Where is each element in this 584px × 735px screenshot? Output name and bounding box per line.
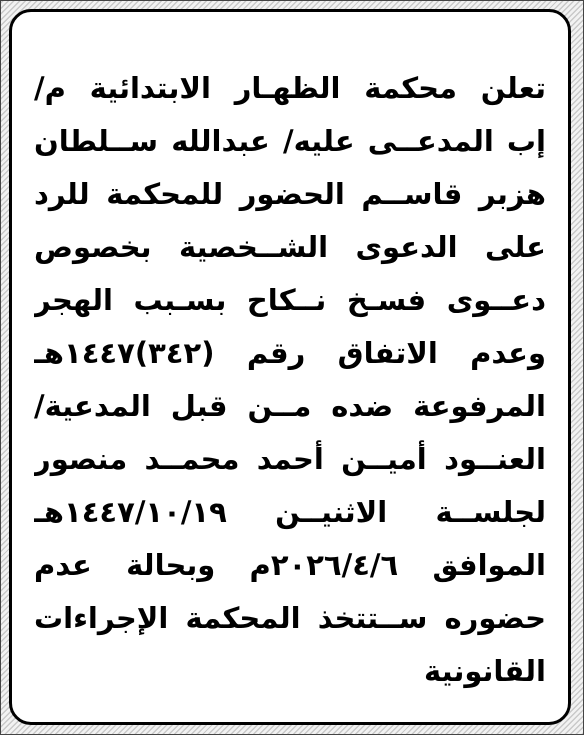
- notice-card: [9, 9, 571, 725]
- notice-line: المرفوعة ضده مــن قبل المدعية/: [34, 389, 546, 423]
- notice-line: وعدم الاتفاق رقم (٣٤٢)١٤٤٧هـ: [34, 336, 546, 370]
- notice-line: القانونية: [424, 654, 546, 688]
- notice-line: لجلســة الاثنيــن ١٤٤٧/١٠/١٩هـ: [34, 495, 546, 529]
- notice-line: دعــوى فسـخ نــكاح بسـبب الهجر: [34, 283, 546, 317]
- notice-line: إب المدعــى عليه/ عبدالله ســلطان: [34, 124, 546, 158]
- notice-line: الموافق ٢٠٢٦/٤/٦م وبحالة عدم: [34, 548, 546, 582]
- court-notice-text: [34, 62, 546, 698]
- notice-line: العنــود أميــن أحمد محمــد منصور: [34, 442, 546, 476]
- notice-line: حضوره ســتتخذ المحكمة الإجراءات: [34, 601, 546, 635]
- notice-line: تعلن محكمة الظهـار الابتدائية م/: [34, 71, 546, 105]
- notice-line: هزبر قاســم الحضور للمحكمة للرد: [34, 177, 546, 211]
- notice-line: على الدعوى الشــخصية بخصوص: [34, 230, 546, 264]
